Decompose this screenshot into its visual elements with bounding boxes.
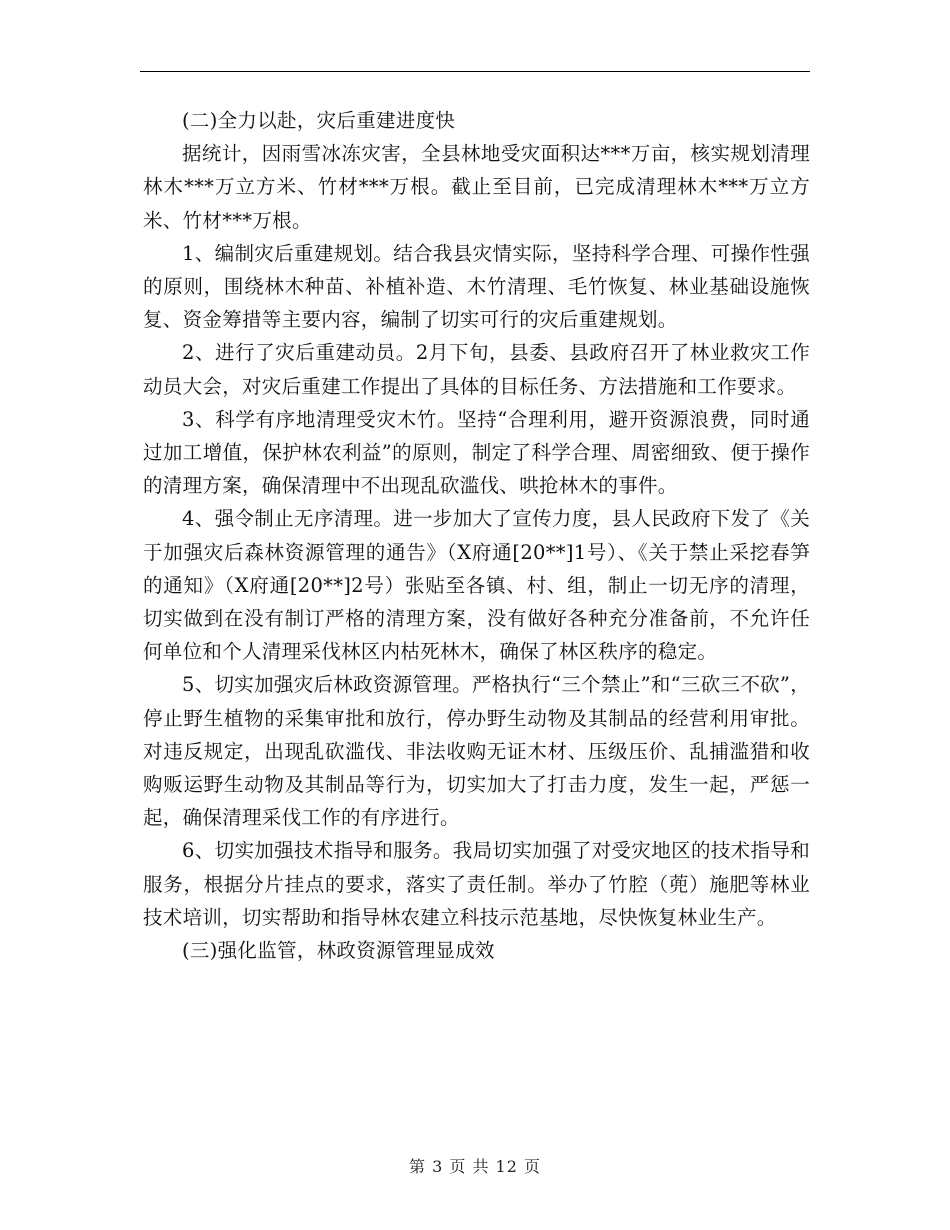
document-body (143, 104, 810, 967)
paragraph-item-5: 5、切实加强灾后林政资源管理。严格执行“三个禁止”和“三砍三不砍”，停止野生植物的采集审批和放行，停办野生动物及其制品的经营利用审批。对违反规定，出现乱砍滥伐、非法收购无证木材、压级压价、乱捕滥猎和收购贩运野生动物及其制品等行为，切实加大了打击力度，发生一起，严惩一起，确保清理采伐工作的有序进行。 (143, 673, 810, 830)
paragraph-item-6: 6、切实加强技术指导和服务。我局切实加强了对受灾地区的技术指导和服务，根据分片挂点的要求，落实了责任制。举办了竹腔（蔸）施肥等林业技术培训，切实帮助和指导林农建立科技示范基地，尽快恢复林业生产。 (143, 839, 810, 929)
paragraph-item-3: 3、科学有序地清理受灾木竹。坚持“合理利用，避开资源浪费，同时通过加工增值，保护林农利益”的原则，制定了科学合理、周密细致、便于操作的清理方案，确保清理中不出现乱砍滥伐、哄抢林木的事件。 (143, 407, 810, 498)
header-rule (140, 71, 810, 72)
section-heading-3: (三)强化监管，林政资源管理显成效 (182, 939, 495, 963)
paragraph-statistics: 据统计，因雨雪冰冻灾害，全县林地受灾面积达***万亩，核实规划清理林木***万立方米、竹材***万根。截止至目前，已完成清理林木***万立方米、竹材***万根。 (143, 142, 810, 232)
paragraph-item-1: 1、编制灾后重建规划。结合我县灾情实际，坚持科学合理、可操作性强的原则，围绕林木种苗、补植补造、木竹清理、毛竹恢复、林业基础设施恢复、资金筹措等主要内容，编制了切实可行的灾后重建规划。 (143, 241, 810, 332)
paragraph-item-4: 4、强令制止无序清理。进一步加大了宣传力度，县人民政府下发了《关于加强灾后森林资源管理的通告》（X府通[20**]1号）、《关于禁止采挖春笋的通知》（X府通[20**]2号）张贴至各镇、村、组，制止一切无序的清理，切实做到在没有制订严格的清理方案，没有做好各种充分准备前，不允许任何单位和个人清理采伐林区内枯死林木，确保了林区秩序的稳定。 (143, 507, 810, 664)
section-heading-2: (二)全力以赴，灾后重建进度快 (182, 109, 456, 132)
page-number: 第 3 页 共 12 页 (409, 1157, 541, 1176)
paragraph-item-2: 2、进行了灾后重建动员。2月下旬，县委、县政府召开了林业救灾工作动员大会，对灾后重建工作提出了具体的目标任务、方法措施和工作要求。 (143, 341, 810, 398)
